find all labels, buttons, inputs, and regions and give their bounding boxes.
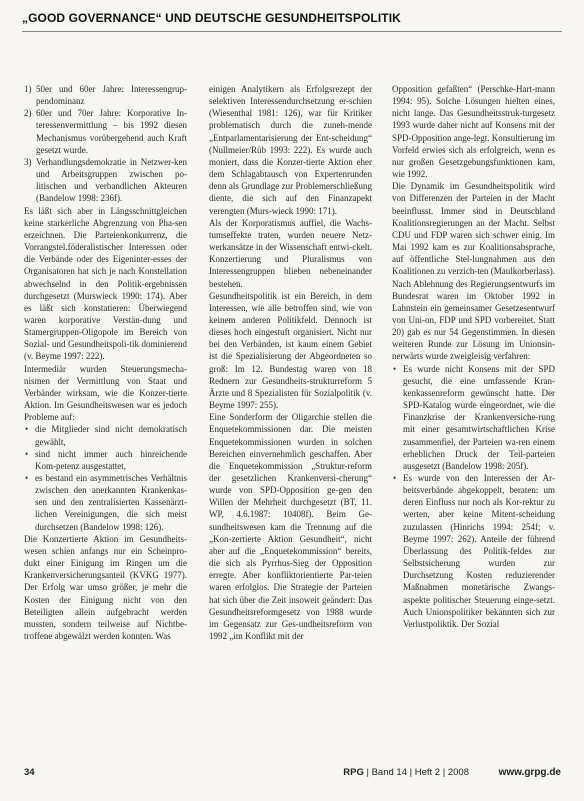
- journal-abbr: RPG: [343, 767, 364, 778]
- journal-band: Band 14: [371, 767, 407, 778]
- list-number: 2): [24, 108, 32, 119]
- list-item-text: Verhandlungsdemokratie in Netzwer-ken und Arbeitsgruppen zwischen po-litischen und verbandlichen Akteuren (Bandelow 1998: 236f).: [36, 156, 187, 204]
- body-paragraph: Es läßt sich aber in Längsschnittgleichen keine starkerliche Abgrenzung von Pha-sen erzeichnen. Die Parteienkonkurrenz, die Vorrangstel.föderalistischer Interessen oder die Verbände oder des Eigeninter-esses der Organisatoren hat sich je nach Konstellation abwechselnd in den Politik-ergebnissen durchgesetzt (Murswieck 1990: 174). Aber es läßt sich konstatieren: Überwiegend waren korporative Verstän-dung und Stamergruppen-Oligopole im Bereich von Sozial- und Gesundheitspoli-tik dominierend (v. Beyme 1997: 222).: [24, 205, 187, 362]
- journal-year: 2008: [447, 767, 469, 778]
- bullet-item: [24, 423, 187, 447]
- text-column-1: [24, 83, 187, 642]
- text-column-3: [392, 83, 555, 630]
- body-paragraph: Eine Sonderform der Oligarchie stellen die Enquetekommissionen dar. Die meisten Enquetekommissionen wurden in solchen Bereichen einvernehmlich geschaffen. Aber die Enquetekommission „Struktur-reform der gesetzlichen Krankenversi-cherung“ wurde von SPD-Opposition ge-gen den Willen der Mehrheit durchgesetzt (BT, 11. WP, 4.6.1987: 10408f). Beim Ge-sundheitswesen kam die Trennung auf die „Kon-zertierte Aktion Gesundheit“, nicht aber auf die „Enquetekommission“ bereits, die sich als Pyrrhus-Sieg der Opposition erregte. Aber konfliktorientierte Par-teien waren erfolglos. Die Strategie der Parteien hat sich über die Zeit insoweit geändert: Das Gesundheitsreformgesetz von 1988 wurde im Gegensatz zur Ges-undheitsreform von 1992 „im Konflikt mit der: [209, 412, 372, 642]
- bullet-item: [24, 448, 187, 472]
- bullet-text: es bestand ein asymmetrisches Verhältnis zwischen den anerkannten Krankenkas-sen und den zentralisierten Kassenärzt-lichen Vereinigungen, die sich meist durchsetzen (Bandelow 1998: 126).: [35, 473, 187, 532]
- body-paragraph: einigen Analytikern als Erfolgsrezept der selektiven Interessendurchsetzung er-schien (Wiesenthal 1981: 126), war für Kritiker problematisch durch die zuneh-mende „Entparlamentarisierung der Ent-scheidung“ (Nullmeier/Rüb 1993: 222). Es wurde auch moniert, dass die Konzer-tierte Aktion eher dem Schlagabtausch von Expertenrunden denn als Grundlage zur Problemerschließung diente, die sich auf den Finanzapekt verengten (Murs-wieck 1990: 171).: [209, 84, 372, 216]
- text-column-2: [209, 83, 372, 642]
- running-title: „GOOD GOVERNANCE“ UND DEUTSCHE GESUNDHEITSPOLITIK: [22, 11, 401, 25]
- bullet-icon: •: [393, 473, 397, 483]
- bullet-icon: •: [25, 448, 29, 459]
- ordered-list: [24, 83, 187, 205]
- bullet-list: [24, 423, 187, 532]
- journal-url[interactable]: www.grpg.de: [498, 767, 561, 778]
- body-paragraph: Gesundheitspolitik ist ein Bereich, in dem Interessen, wie alle betroffen sind, wie von keinem anderen Politikfeld. Dennoch ist dieses hoch eingestuft organisiert. Nicht nur bei den Verbänden, ist kaum einem Gebiet ist die Spezialisierung der Abgeordneten so groß: Im 12. Bundestag waren von 18 Rednern zur Gesundheits-strukturreform 5 Ärzte und 8 Spezialisten für Sozialpolitik (v. Beyme 1997: 255).: [209, 290, 372, 411]
- bullet-text: Es wurde von den Interessen der Ar-beitsverbände abgekoppelt, beraten: um deren Einfluss nur noch als Kor-rektur zu werten, aber keine Mitent-scheidung zuzulassen (Hinrichs 1994: 254f; v. Beyme 1997: 262). Anteile der führend Überlassung des Politik-feldes zur Selbstsicherung wurden zur Durchsetzung Kosten reduzierender Maßnahmen monetärische Zwangs-aspekte politischer Steuerung einge-setzt. Auch Unionspolitiker bekannten sich zur Verlustpoliktik. Der Sozial: [403, 473, 555, 629]
- separator: |: [409, 767, 413, 778]
- bullet-text: Es wurde nicht Konsens mit der SPD gesucht, die eine umfassende Kran-kenkassenreform gewünscht hatte. Der SPD-Katalog wurde eingeordnet, wie die Finanzkrise der Krankenversiche-rung mit einer gesamtwirtschaftlichen Krise zusammenfiel, der Parteien wa-ren einem erheblichen Druck der Teil-parteien ausgesetzt (Bandelow 1998: 205f).: [403, 363, 555, 471]
- list-item-text: 60er und 70er Jahre: Korporative In-teressenvermittlung – bis 1992 diesen Mechanismus vorübergehend auch Kraft gesetzt wurde.: [36, 108, 187, 155]
- page-number: 34: [24, 767, 35, 778]
- body-paragraph: Opposition gefaßten“ (Perschke-Hart-mann 1994: 95). Solche Lösungen hielten eines, nicht lange. Das Gesundheitsstruk-turgesetz 1993 wurde daher nicht auf Konsens mit der SPD-Opposition ange-legt. Konsultierung im Vorfeld erwies sich als erfolgreich, wenn es nur großen Gesetzgebungsfunktionen kam, wie 1992.: [392, 84, 555, 180]
- journal-citation: [343, 767, 469, 778]
- bullet-item: [392, 363, 555, 472]
- body-paragraph: Die Dynamik im Gesundheitspolitik wird von Differenzen der Parteien in der Macht beeinflusst. Immer sind in Deutschland Koalitionsregierungen an der Macht. Selbst CDU und FDP waren sich schwer einig. Im Mai 1992 kam es zur Koalitionsabsprache, auf öffentliche Stel-lungnahmen aus den Koalitionen zu verzich-ten (Maulkorberlass). Nach Ablehnung des Regierungsentwurfs im Bundesrat waren im Oktober 1992 in Lahnstein ein gemeinsamer Gesetzesentwurf von Uni-on, FDP und SPD vorbereitet. Statt 20) gab es nur 54 Gegenstimmen. In diesen weiteren Runde zur Lösung im Unionsin-nerwärts wurde zweigleisig verfahren:: [392, 181, 555, 362]
- bullet-list: [392, 363, 555, 630]
- bullet-text: sind nicht immer auch hinreichende Kom-petenz ausgestattet,: [35, 448, 187, 471]
- journal-heft: Heft 2: [414, 767, 441, 778]
- body-paragraph: Die Konzertierte Aktion im Gesundheits-wesen schien anfangs nur ein Scheinpro-dukt einer Einigung im Ringen um die Krankenversicherungsanteil (KVKG 1977). Der Erfolg war umso größer, je mehr die Kosten der Einigung nicht von den Beteiligten allein aufgebracht werden mussten, sondern teilweise auf Nichtbe-troffene abgewälzt werden konnten. Was: [24, 533, 187, 642]
- page-footer: [24, 767, 561, 781]
- bullet-icon: •: [393, 363, 397, 374]
- bullet-icon: •: [25, 473, 29, 483]
- list-number: 3): [24, 156, 32, 167]
- separator: |: [442, 767, 446, 778]
- list-item: [24, 83, 187, 107]
- list-item: [24, 156, 187, 205]
- separator: |: [366, 767, 369, 778]
- header-rule: [22, 31, 562, 32]
- list-item: [24, 107, 187, 156]
- list-item-text: 50er und 60er Jahre: Interessengrup-pendominanz: [36, 84, 187, 107]
- bullet-item: [24, 472, 187, 533]
- list-number: 1): [24, 84, 32, 94]
- body-paragraph: Intermediär wurden Steuerungsmecha-nismen der Vermittlung von Staat und Verbänder wirksam, wie die Konzer-tierte Aktion. Im Gesundheitswesen war es jedoch Probleme auf:: [24, 363, 187, 423]
- body-paragraph: Als der Korporatismus auffiel, die Wachs-tumseffekte traten, wurden neuere Netz-werkansätze in der Wissenschaft entwi-ckelt. Konzertierung und Pluralismus von Interessengruppen blieben nebeneinander bestehen.: [209, 217, 372, 289]
- bullet-item: [392, 472, 555, 630]
- bullet-text: die Mitglieder sind nicht demokratisch gewählt,: [35, 424, 187, 447]
- bullet-icon: •: [25, 424, 29, 435]
